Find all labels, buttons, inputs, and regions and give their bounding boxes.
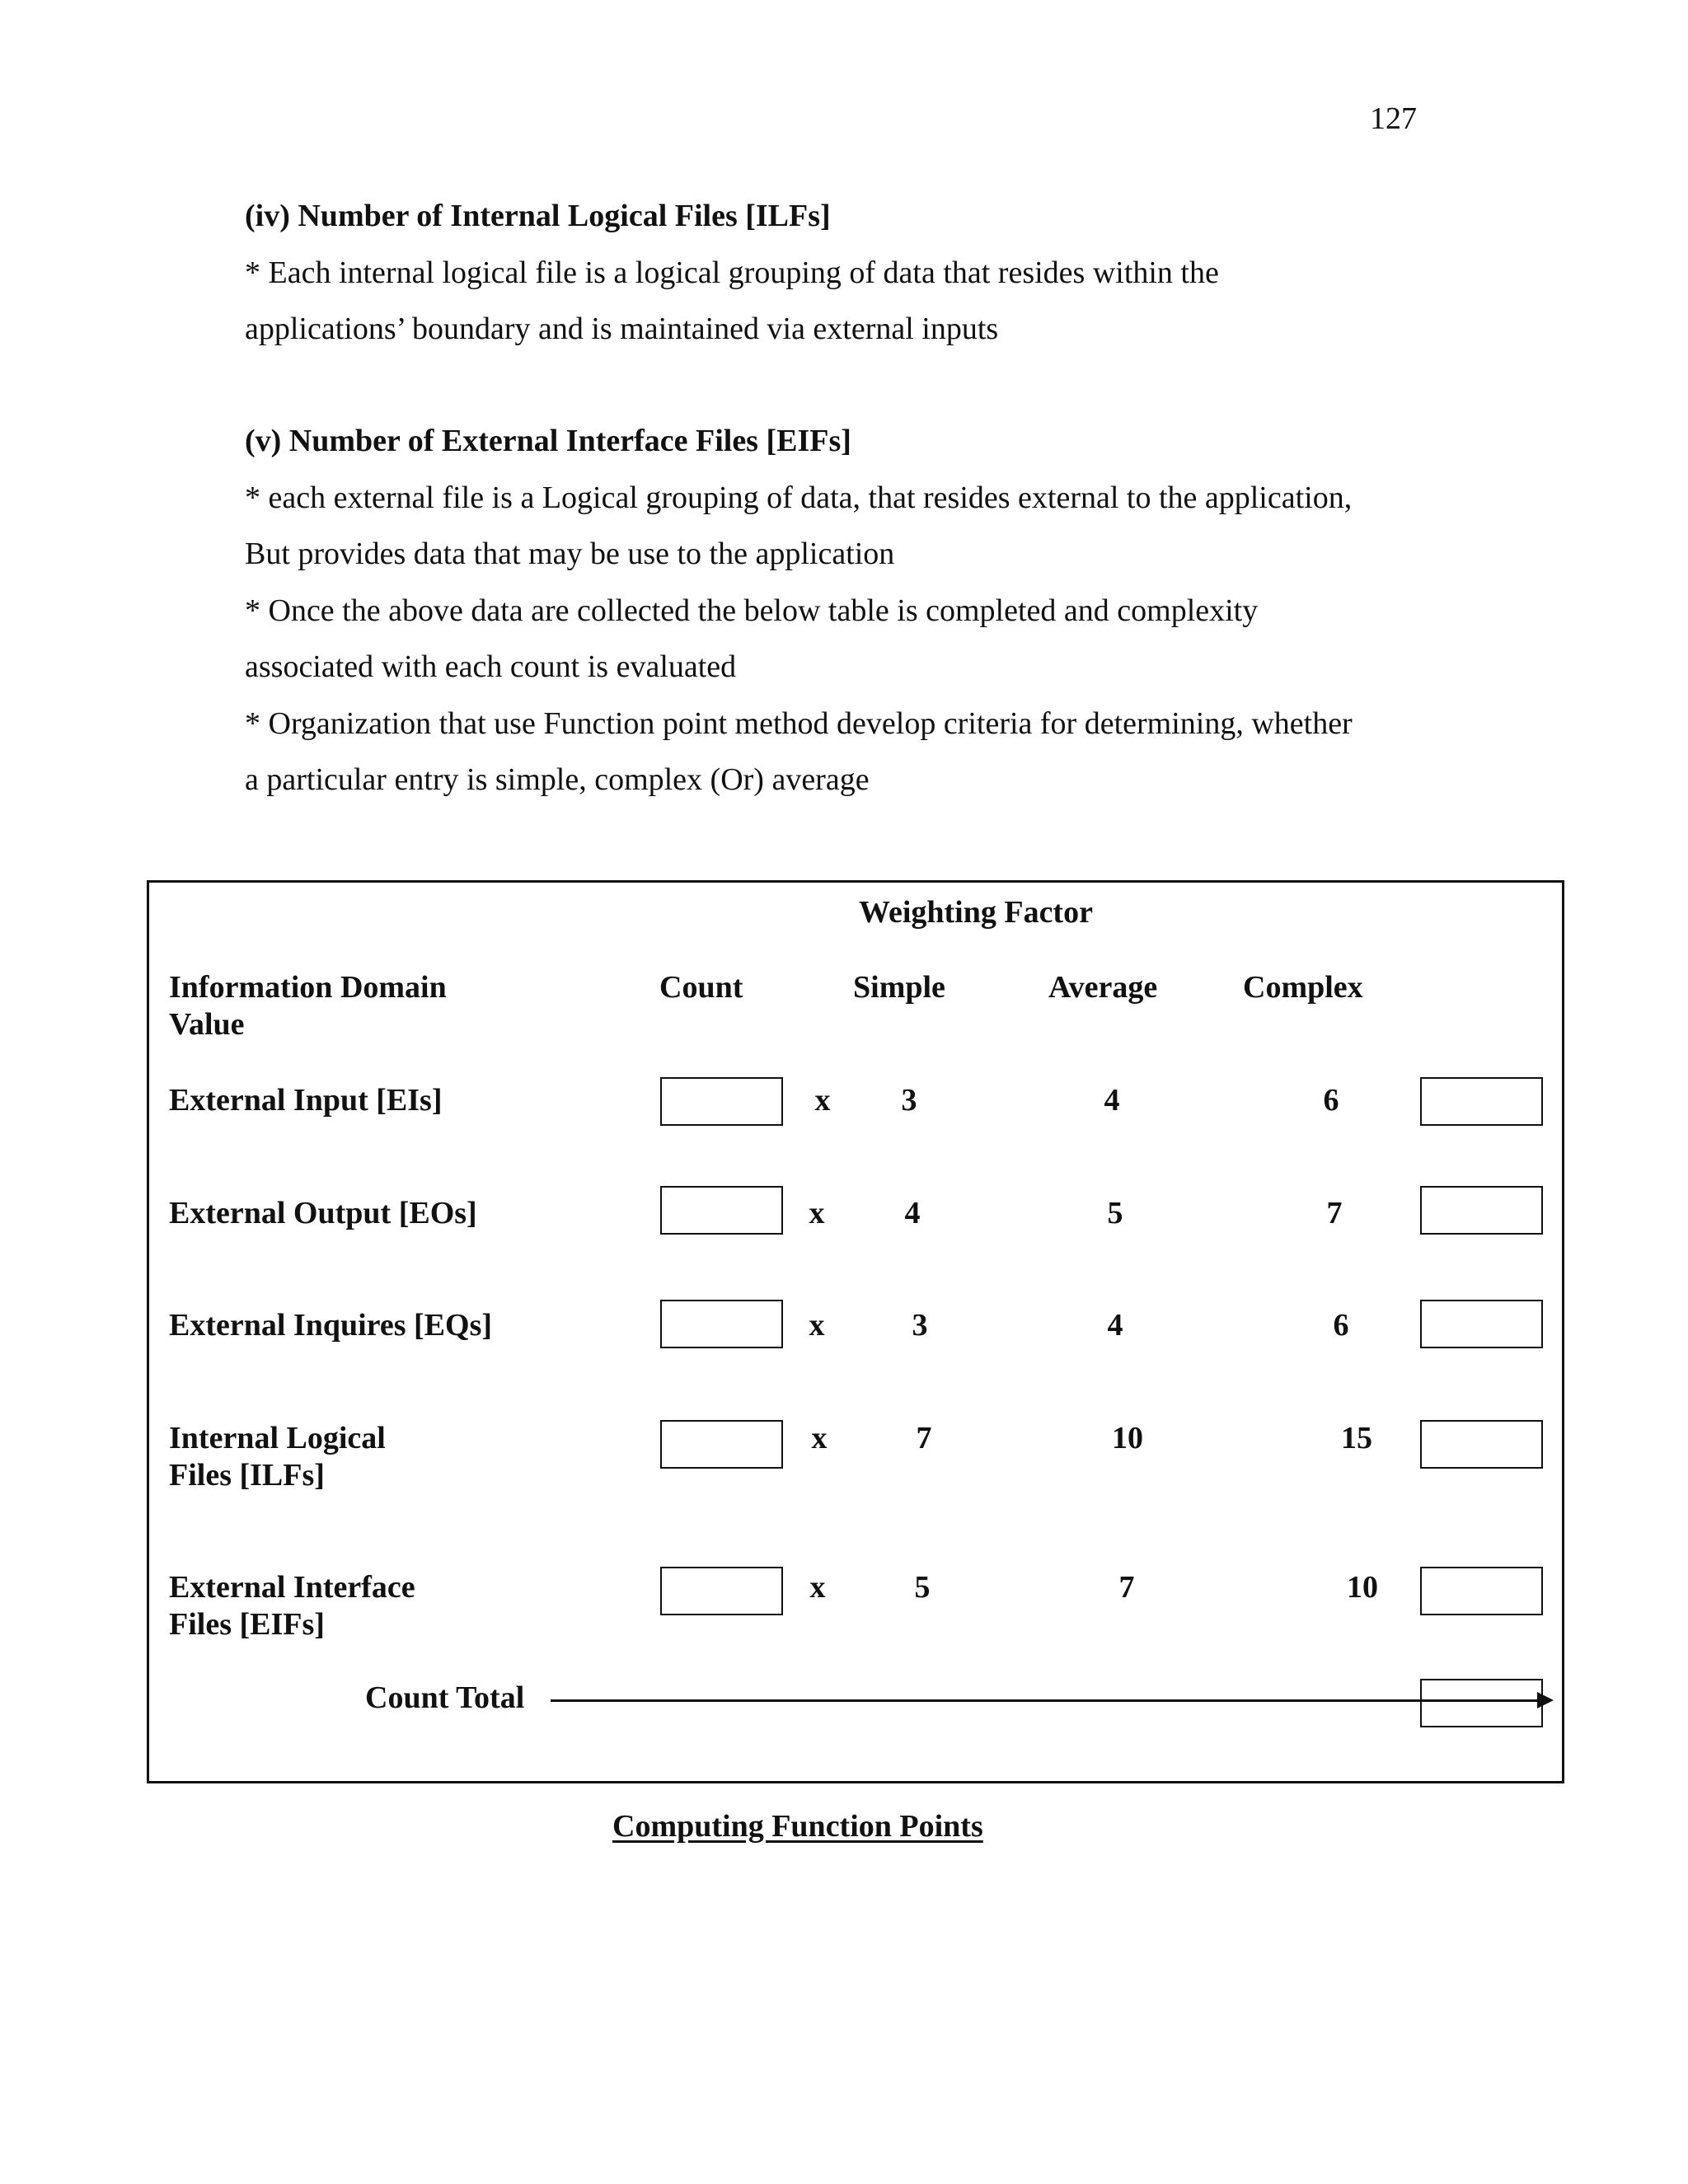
complex-weight-external-output: 7 — [1326, 1196, 1343, 1230]
average-weight-internal-logical-files: 10 — [1112, 1421, 1143, 1455]
average-weight-external-input: 4 — [1104, 1083, 1120, 1118]
section-v-line-3: * Once the above data are collected the below table is completed and complexity — [245, 593, 1259, 628]
weighting-factor-header: Weighting Factor — [859, 895, 1093, 930]
multiply-symbol: x — [809, 1308, 825, 1343]
result-box-external-input — [1420, 1077, 1543, 1126]
count-total-box — [1420, 1679, 1543, 1727]
row-label-external-inquires: External Inquires [EQs] — [169, 1308, 493, 1343]
header-average: Average — [1048, 970, 1158, 1005]
row-label-external-interface-files-line-1: External Interface — [169, 1570, 415, 1605]
count-box-external-interface-files — [660, 1567, 783, 1615]
section-iv-heading: (iv) Number of Internal Logical Files [ILFs] — [245, 199, 831, 233]
simple-weight-external-inquires: 3 — [912, 1308, 928, 1343]
simple-weight-external-output: 4 — [904, 1196, 921, 1230]
section-v-line-5: * Organization that use Function point method develop criteria for determining, whether — [245, 705, 1353, 741]
section-v-line-4: associated with each count is evaluated — [245, 649, 737, 684]
function-point-table — [147, 880, 1564, 1783]
simple-weight-external-interface-files: 5 — [914, 1570, 931, 1605]
count-box-internal-logical-files — [660, 1420, 783, 1469]
multiply-symbol: x — [809, 1570, 826, 1605]
complex-weight-external-inquires: 6 — [1333, 1308, 1349, 1343]
count-total-label: Count Total — [365, 1680, 525, 1715]
count-box-external-inquires — [660, 1300, 783, 1348]
header-domain-line-1: Information Domain — [169, 970, 447, 1005]
simple-weight-external-input: 3 — [901, 1083, 917, 1118]
complex-weight-external-interface-files: 10 — [1347, 1570, 1378, 1605]
row-label-internal-logical-files-line-1: Internal Logical — [169, 1421, 386, 1455]
section-iv — [245, 188, 1418, 358]
result-box-internal-logical-files — [1420, 1420, 1543, 1469]
result-box-external-output — [1420, 1186, 1543, 1235]
multiply-symbol: x — [811, 1421, 828, 1455]
row-label-external-input: External Input [EIs] — [169, 1083, 443, 1118]
result-box-external-inquires — [1420, 1300, 1543, 1348]
page-number: 127 — [1370, 101, 1417, 136]
header-domain-line-2: Value — [169, 1007, 245, 1042]
figure-caption: Computing Function Points — [612, 1809, 983, 1844]
section-v-line-2: But provides data that may be use to the application — [245, 537, 895, 571]
row-label-internal-logical-files-line-2: Files [ILFs] — [169, 1458, 325, 1493]
section-iv-line-2: applications’ boundary and is maintained via external inputs — [245, 312, 999, 346]
header-simple: Simple — [853, 970, 945, 1005]
header-count: Count — [659, 970, 743, 1005]
average-weight-external-interface-files: 7 — [1118, 1570, 1135, 1605]
count-box-external-input — [660, 1077, 783, 1126]
section-v-line-6: a particular entry is simple, complex (Or) average — [245, 762, 870, 797]
count-box-external-output — [660, 1186, 783, 1235]
result-box-external-interface-files — [1420, 1567, 1543, 1615]
average-weight-external-output: 5 — [1107, 1196, 1123, 1230]
multiply-symbol: x — [814, 1083, 831, 1118]
section-iv-line-1: * Each internal logical file is a logical grouping of data that resides within the — [245, 255, 1219, 290]
count-total-arrow-line — [551, 1699, 1540, 1702]
average-weight-external-inquires: 4 — [1107, 1308, 1123, 1343]
complex-weight-external-input: 6 — [1323, 1083, 1339, 1118]
section-v — [245, 413, 1418, 808]
multiply-symbol: x — [809, 1196, 825, 1230]
row-label-external-interface-files-line-2: Files [EIFs] — [169, 1607, 325, 1642]
section-v-heading: (v) Number of External Interface Files [EIFs] — [245, 424, 851, 458]
complex-weight-internal-logical-files: 15 — [1341, 1421, 1372, 1455]
row-label-external-output: External Output [EOs] — [169, 1196, 477, 1230]
simple-weight-internal-logical-files: 7 — [916, 1421, 932, 1455]
section-v-line-1: * each external file is a Logical grouping of data, that resides external to the application, — [245, 480, 1353, 515]
header-complex: Complex — [1243, 970, 1363, 1005]
